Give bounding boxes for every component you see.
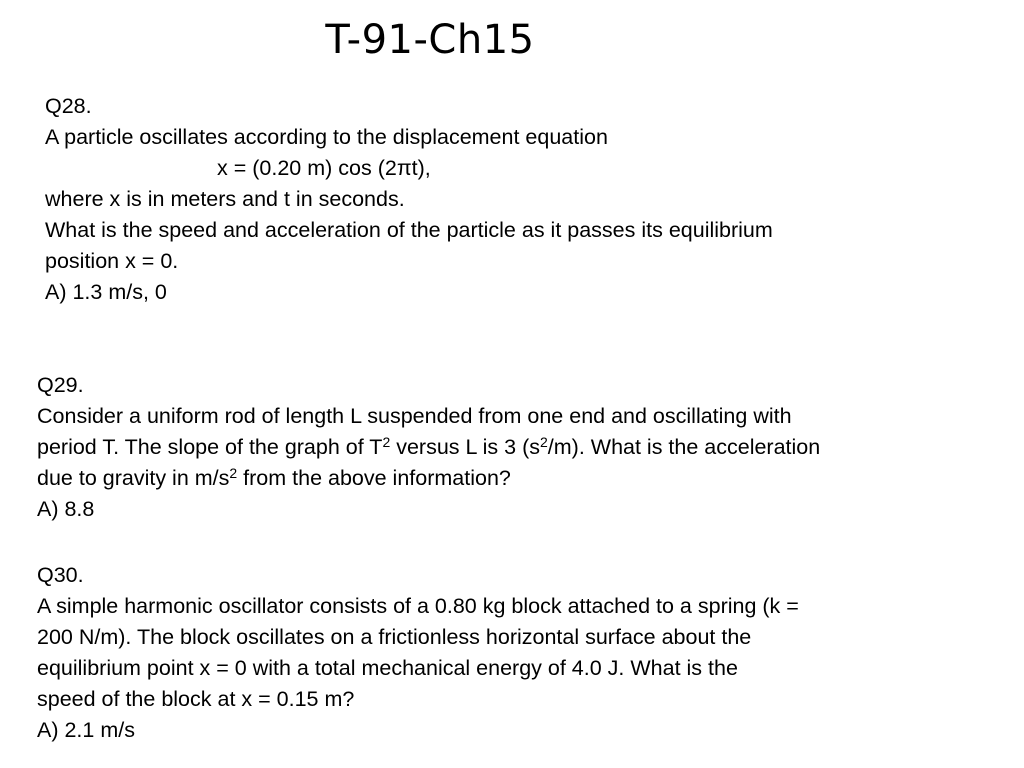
question-text-line: speed of the block at x = 0.15 m?	[37, 687, 355, 711]
superscript: 2	[229, 465, 238, 481]
question-text-line: equilibrium point x = 0 with a total mechanical energy of 4.0 J. What is the	[37, 656, 738, 680]
text-fragment: /m). What is the acceleration	[547, 435, 821, 459]
question-q29	[37, 370, 820, 525]
text-fragment: period T. The slope of the graph of T	[37, 435, 383, 459]
question-text-line: A particle oscillates according to the displacement equation	[45, 125, 608, 149]
question-text-line: where x is in meters and t in seconds.	[45, 187, 405, 211]
question-text-line	[37, 463, 820, 494]
answer-text: A) 8.8	[37, 497, 95, 521]
question-text-line: A simple harmonic oscillator consists of a 0.80 kg block attached to a spring (k =	[37, 594, 799, 618]
question-text-line: position x = 0.	[45, 249, 179, 273]
question-text-line	[37, 432, 820, 463]
question-label: Q30.	[37, 563, 84, 587]
question-text-line: 200 N/m). The block oscillates on a frictionless horizontal surface about the	[37, 625, 752, 649]
text-fragment: from the above information?	[237, 466, 511, 490]
answer-text: A) 2.1 m/s	[37, 718, 135, 742]
question-q30	[37, 560, 799, 746]
question-text-line: What is the speed and acceleration of the particle as it passes its equilibrium	[45, 218, 773, 242]
question-label: Q29.	[37, 373, 84, 397]
text-fragment: versus L is 3 (s	[390, 435, 540, 459]
superscript: 2	[539, 434, 548, 450]
question-label: Q28.	[45, 94, 92, 118]
answer-text: A) 1.3 m/s, 0	[45, 280, 167, 304]
question-text-line: Consider a uniform rod of length L suspended from one end and oscillating with	[37, 404, 792, 428]
text-fragment: due to gravity in m/s	[37, 466, 230, 490]
displacement-equation: x = (0.20 m) cos (2πt),	[217, 156, 431, 180]
question-q28	[45, 91, 773, 308]
slide-title: T-91-Ch15	[325, 17, 535, 63]
superscript: 2	[382, 434, 391, 450]
